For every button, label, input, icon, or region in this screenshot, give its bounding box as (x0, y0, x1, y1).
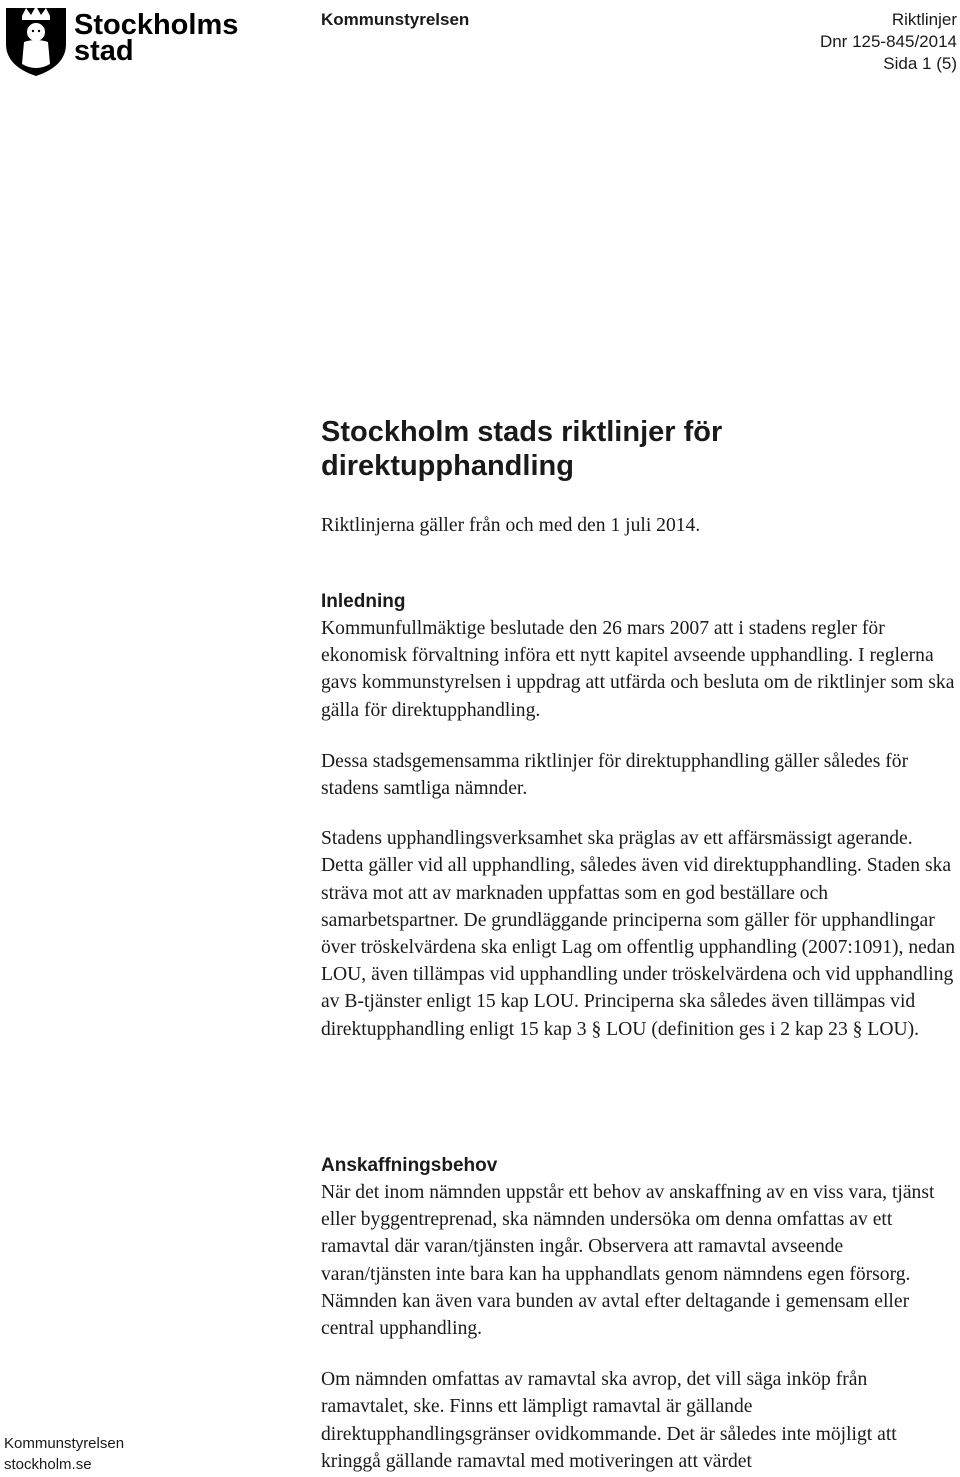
logo-line2: stad (74, 35, 134, 67)
logo-line1: Stockholms (74, 9, 239, 41)
need-paragraph-2: Om nämnden omfattas av ramavtal ska avrop, det vill säga inköp från ramavtalet, ske. Finns ett lämpligt ramavtal är gällande direktupphandlingsgränser ovidkommande. Det är således inte möjligt att kringgå gällande ramavtal med motiveringen att värdet (321, 1369, 897, 1472)
document-title: Stockholm stads riktlinjer för direktupphandling (321, 416, 723, 482)
intro-paragraph-3: Stadens upphandlingsverksamhet ska präglas av ett affärsmässigt agerande. Detta gäller vid all upphandling, således även vid direktupphandling. Staden ska sträva mot att av marknaden uppfattas som en god beställare och samarbetspartner. De grundläggande principerna som gäller för upphandlingar över tröskelvärdena ska enligt Lag om offentlig upphandling (2007:1091), nedan LOU, även tillämpas vid upphandling under tröskelvärdena och vid upphandling av B-tjänster enligt 15 kap LOU. Principerna ska således även tillämpas vid direktupphandling enligt 15 kap 3 § LOU (definition ges i 2 kap 23 § LOU). (321, 828, 956, 1040)
section-heading-inledning: Inledning (321, 591, 406, 612)
header-meta (820, 9, 957, 75)
need-paragraph-1: När det inom nämnden uppstår ett behov av anskaffning av en viss vara, tjänst eller byggentreprenad, ska nämnden undersöka om denna omfattas av ett ramavtal där varan/tjänsten ingår. Observera att ramavtal avseende varan/tjänsten inte bara kan ha upphandlats genom nämndens egen försorg. Nämnden kan även vara bunden av avtal efter deltagande i gemensam eller central upphandling. (321, 1182, 935, 1340)
footer-org: Kommunstyrelsen (4, 1435, 125, 1452)
stockholms-stad-logo (4, 2, 244, 78)
header-org: Kommunstyrelsen (321, 10, 470, 29)
footer (4, 1433, 124, 1475)
coat-of-arms-icon (4, 2, 244, 78)
intro-paragraph-2: Dessa stadsgemensamma riktlinjer för direktupphandling gäller således för stadens samtliga nämnder. (321, 750, 909, 800)
section-inledning (321, 589, 957, 1043)
footer-website-link[interactable]: stockholm.se (4, 1456, 92, 1473)
validity-statement: Riktlinjerna gäller från och med den 1 juli 2014. (321, 515, 701, 536)
intro-paragraph-1: Kommunfullmäktige beslutade den 26 mars 2007 att i stadens regler för ekonomisk förvaltning införa ett nytt kapitel avseende upphandling. I reglerna gavs kommunstyrelsen i uppdrag att utfärda och besluta om de riktlinjer som ska gälla för direktupphandling. (321, 618, 955, 721)
section-anskaffningsbehov (321, 1153, 957, 1475)
header-dnr: Dnr 125-845/2014 (819, 32, 957, 51)
header-doc-type: Riktlinjer (891, 10, 957, 29)
header-page: Sida 1 (5) (883, 54, 957, 73)
section-heading-anskaffningsbehov: Anskaffningsbehov (321, 1155, 498, 1176)
